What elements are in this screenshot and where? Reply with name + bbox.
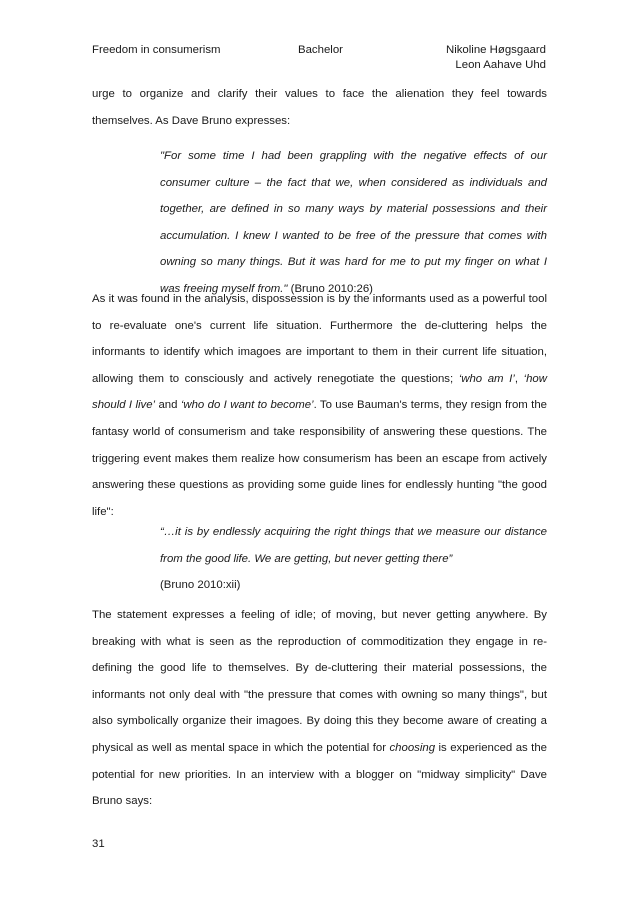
paragraph-2-a: As it was found in the analysis, dispossession is by the informants used as a powerful tool to re-evaluate one's current life situation. Furthermore the de-cluttering helps the informants to identify which imagoes are important to them in their current life situation, allowing them to consciously and actively renegotiate the questions; — [92, 293, 547, 385]
page-number: 31 — [92, 838, 105, 850]
paragraph-1: urge to organize and clarify their values to face the alienation they feel towards themselves. As Dave Bruno expresses: — [92, 88, 547, 127]
header-degree: Bachelor — [298, 44, 343, 56]
question-who-am-i: ‘who am I’ — [458, 372, 515, 385]
emphasis-choosing: choosing — [389, 741, 436, 754]
block-quote-2-citation: (Bruno 2010:xii) — [160, 579, 241, 592]
question-how-should-i-live: ‘how should I live’ — [92, 372, 547, 412]
paragraph-2-sep2: and — [155, 399, 181, 412]
block-quote-1 — [160, 143, 547, 303]
header-author-2: Leon Aahave Uhd — [455, 59, 546, 71]
header-title: Freedom in consumerism — [92, 44, 221, 56]
paragraph-3-a: The statement expresses a feeling of idle; of moving, but never getting anywhere. By breaking with what is seen as the reproduction of commoditization they engage in re-defining the good life to themselves. By de-cluttering their material possessions, the informants not only deal with "the pressure that comes with owning so many things", but also symbolically organize their imagoes. By doing this they become aware of creating a physical as well as mental space in which the potential for — [92, 609, 547, 754]
header-author-1: Nikoline Høgsgaard — [445, 44, 546, 56]
block-quote-1-text: "For some time I had been grappling with the negative effects of our consumer culture – the fact that we, when considered as individuals and together, are defined in so many ways by material possessions and their accumulation. I knew I wanted to be free of the pressure that comes with owning so many things. But it was hard for me to put my finger on what I was freeing myself from." — [160, 150, 547, 295]
paragraph-2 — [92, 286, 547, 525]
paragraph-3-b: is experienced as the potential for new priorities. In an interview with a blogger on "midway simplicity" Dave Bruno says: — [92, 741, 547, 808]
block-quote-1-citation: (Bruno 2010:26) — [287, 282, 373, 295]
block-quote-2 — [160, 519, 547, 599]
question-who-do-i-want-to-become: ‘who do I want to become’ — [180, 399, 314, 412]
paragraph-2-sep1: , — [514, 372, 524, 385]
paragraph-3 — [92, 602, 547, 815]
header-authors — [446, 43, 546, 73]
block-quote-2-text: “…it is by endlessly acquiring the right things that we measure our distance from the good life. We are getting, but never getting there” — [160, 526, 547, 565]
paragraph-2-b: . To use Bauman's terms, they resign from the fantasy world of consumerism and take responsibility of answering these questions. The triggering event makes them realize how consumerism has been an escape from actively answering these questions as providing some guide lines for endlessly hunting "the good life": — [92, 399, 547, 518]
